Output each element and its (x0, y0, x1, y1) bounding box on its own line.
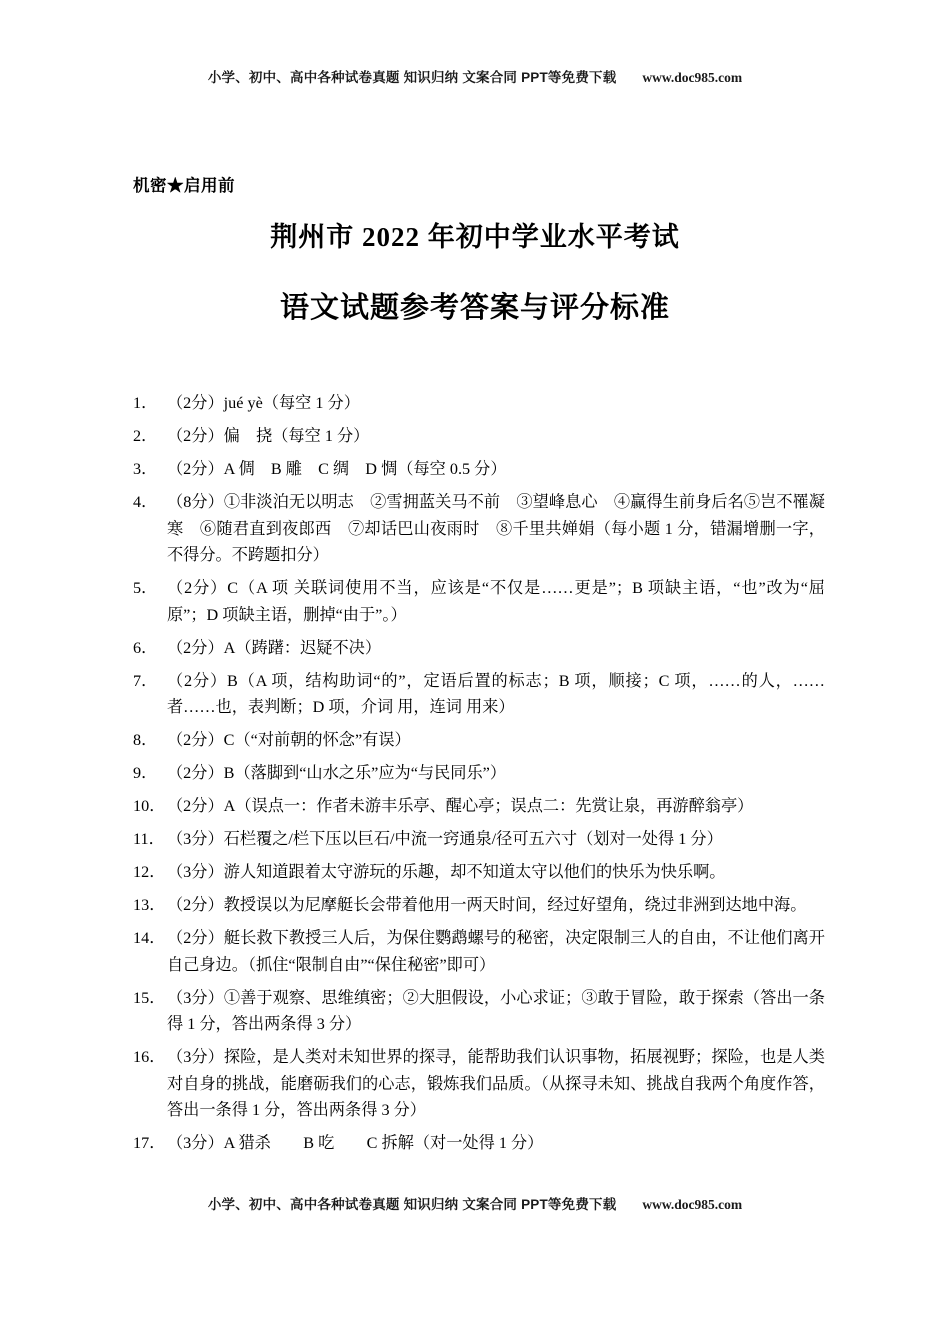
item-text: （2分）B（A 项，结构助词“的”，定语后置的标志；B 项，顺接；C 项，……的人，……者……也，表判断；D 项，介词 用，连词 用来） (167, 671, 825, 716)
header-watermark-url: www.doc985.com (642, 70, 743, 85)
list-item (133, 489, 825, 569)
header-watermark (0, 66, 950, 86)
item-number: 15． (133, 988, 166, 1007)
list-item (133, 760, 825, 787)
item-text: （3分）游人知道跟着太守游玩的乐趣，却不知道太守以他们的快乐为快乐啊。 (167, 863, 726, 881)
item-text: （2分）A（踌躇：迟疑不决） (167, 638, 382, 657)
footer-watermark-url: www.doc985.com (642, 1197, 743, 1212)
header-watermark-text: 小学、初中、高中各种试卷真题 知识归纳 文案合同 PPT等免费下载 (207, 70, 617, 85)
item-text: （2分）艇长救下教授三人后，为保住鹦鹉螺号的秘密，决定限制三人的自由，不让他们离开自己身边。（抓住“限制自由”“保住秘密”即可） (167, 929, 825, 974)
item-text: （8分）①非淡泊无以明志 ②雪拥蓝关马不前 ③望峰息心 ④赢得生前身后名⑤岂不罹凝寒 ⑥随君直到夜郎西 ⑦却话巴山夜雨时 ⑧千里共婵娟（每小题 1 分，错漏增删一字，不得分。不跨题扣分） (167, 493, 825, 564)
footer-watermark (0, 1193, 950, 1213)
secrecy-label: 机密★启用前 (133, 176, 235, 195)
item-number: 12． (133, 863, 166, 881)
item-text: （2分）C（“对前朝的怀念”有误） (167, 731, 411, 749)
item-text: （2分）jué yè（每空 1 分） (167, 394, 360, 412)
list-item (133, 985, 825, 1038)
list-item (133, 390, 825, 417)
list-item (133, 456, 825, 483)
item-number: 7． (133, 671, 158, 690)
item-number: 13． (133, 896, 166, 914)
page-title-line2: 语文试题参考答案与评分标准 (279, 292, 670, 324)
item-text: （2分）A 倜 B 雕 C 绸 D 惆（每空 0.5 分） (167, 460, 507, 478)
item-number: 3． (133, 460, 158, 478)
item-text: （3分）探险，是人类对未知世界的探寻，能帮助我们认识事物，拓展视野；探险，也是人类对自身的挑战，能磨砺我们的心志，锻炼我们品质。（从探寻未知、挑战自我两个角度作答，答出一条得 1 分，答出两条得 3 分） (167, 1048, 825, 1119)
item-number: 2． (133, 427, 158, 445)
list-item (133, 635, 825, 662)
footer-watermark-text: 小学、初中、高中各种试卷真题 知识归纳 文案合同 PPT等免费下载 (207, 1197, 617, 1212)
item-number: 9． (133, 764, 158, 782)
item-number: 6． (133, 638, 158, 657)
item-text: （2分）偏 挠（每空 1 分） (167, 427, 370, 445)
item-number: 14． (133, 929, 166, 947)
list-item (133, 575, 825, 628)
item-number: 17． (133, 1134, 166, 1152)
item-number: 1． (133, 394, 158, 412)
item-text: （2分）B（落脚到“山水之乐”应为“与民同乐”） (167, 764, 507, 782)
item-number: 5． (133, 579, 158, 597)
item-text: （3分）石栏覆之/栏下压以巨石/中流一窍通泉/径可五六寸（划对一处得 1 分） (167, 830, 723, 848)
list-item (133, 668, 825, 721)
list-item (133, 1044, 825, 1124)
item-text: （2分）C（A 项 关联词使用不当，应该是“不仅是……更是”；B 项缺主语，“也”改为“屈原”；D 项缺主语，删掉“由于”。） (167, 579, 825, 624)
list-item (133, 423, 825, 450)
item-text: （3分）A 猎杀 B 吃 C 拆解（对一处得 1 分） (167, 1134, 544, 1152)
item-number: 11． (133, 830, 165, 848)
list-item (133, 1130, 825, 1157)
list-item (133, 925, 825, 978)
item-number: 4． (133, 493, 158, 511)
item-number: 16． (133, 1048, 166, 1066)
item-number: 10． (133, 797, 166, 815)
list-item (133, 892, 825, 919)
list-item (133, 826, 825, 853)
answer-list (133, 390, 825, 1163)
list-item (133, 859, 825, 886)
item-text: （2分）教授误以为尼摩艇长会带着他用一两天时间，经过好望角，绕过非洲到达地中海。 (167, 896, 807, 914)
item-number: 8． (133, 731, 158, 749)
item-text: （2分）A（误点一：作者未游丰乐亭、醒心亭；误点二：先赏让泉，再游醉翁亭） (167, 797, 754, 815)
item-text: （3分）①善于观察、思维缜密；②大胆假设，小心求证；③敢于冒险，敢于探索（答出一条得 1 分，答出两条得 3 分） (167, 988, 825, 1033)
list-item (133, 727, 825, 754)
page-title-line1: 荆州市 2022 年初中学业水平考试 (270, 222, 680, 252)
list-item (133, 793, 825, 820)
